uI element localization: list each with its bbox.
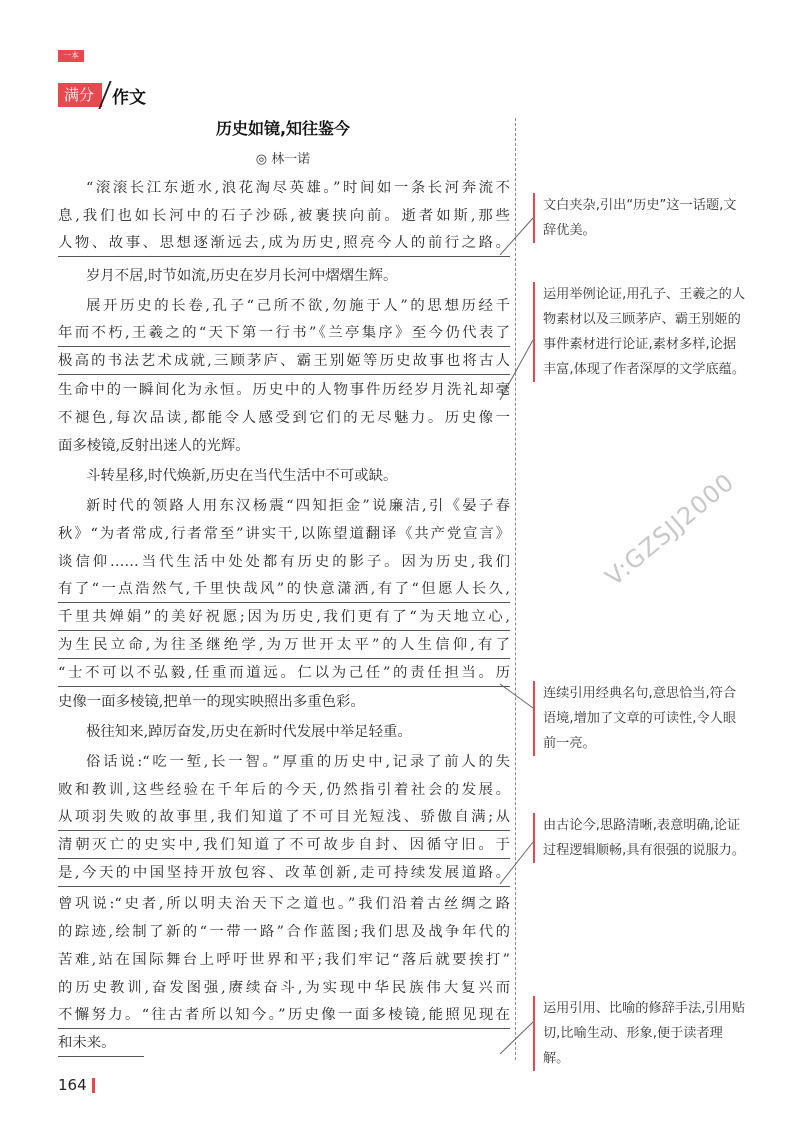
essay-line: 苦难,站在国际舞台上呼吁世界和平;我们牢记“落后就要挨打”: [58, 952, 510, 968]
essay-line: 清朝灭亡的史实中,我们知道了不可故步自封、因循守旧。于: [58, 834, 510, 859]
essay-line: 极往知来,踔厉奋发,历史在新时代发展中举足轻重。: [86, 724, 412, 740]
margin-note: 由古论今,思路清晰,表意明确,论证过程逻辑顺畅,具有很强的说服力。: [533, 813, 748, 863]
essay-line: 斗转星移,时代焕新,历史在当代生活中不可或缺。: [86, 468, 398, 484]
essay-line: 息,我们也如长河中的石子沙砾,被裹挟向前。逝者如斯,那些: [58, 208, 510, 224]
margin-note: 文白夹杂,引出“历史”这一话题,文辞优美。: [533, 193, 748, 243]
essay-line: 展开历史的长卷,孔子“己所不欲,勿施于人”的思想历经千: [86, 298, 510, 314]
essay-line: 千里共婵娟”的美好祝愿;因为历史,我们更有了“为天地立心,: [58, 606, 510, 631]
essay-line: 年而不朽,王羲之的“天下第一行书”《兰亭集序》至今仍代表了: [58, 322, 510, 347]
essay-line: 的踪迹,绘制了新的“一带一路”合作蓝图;我们思及战争年代的: [58, 924, 510, 940]
essay-line: 秋》“为者常成,行者常至”讲实干,以陈望道翻译《共产党宣言》: [58, 526, 510, 542]
essay-line: 是,今天的中国坚持开放包容、改革创新,走可持续发展道路。: [58, 862, 510, 887]
margin-note: 运用引用、比喻的修辞手法,引用贴切,比喻生动、形象,便于读者理解。: [533, 996, 748, 1071]
essay-author: ◎ 林一诺: [255, 152, 311, 167]
connector-line: [500, 684, 533, 708]
watermark: V:GZSJJ2000: [600, 467, 740, 592]
essay-title: 历史如镜,知往鉴今: [215, 119, 351, 138]
essay-line: 新时代的领路人用东汉杨震“四知拒金”说廉洁,引《晏子春: [86, 498, 510, 514]
page-number: 164: [58, 1076, 87, 1094]
essay-line: 的历史教训,奋发图强,赓续奋斗,为实现中华民族伟大复兴而: [58, 980, 510, 996]
essay-line: 岁月不居,时节如流,历史在岁月长河中熠熠生辉。: [86, 268, 398, 284]
chapter-tab: 一本: [58, 50, 84, 62]
essay-line: 从项羽失败的故事里,我们知道了不可目光短浅、骄傲自满;从: [58, 806, 510, 831]
essay-line: 曾巩说:“史者,所以明夫治天下之道也。”我们沿着古丝绸之路: [58, 896, 510, 912]
essay-line: 人物、故事、思想逐渐远去,成为历史,照亮今人的前行之路。: [58, 232, 510, 257]
essay-line: 和未来。: [58, 1032, 144, 1057]
connector-line: [500, 1022, 533, 1054]
margin-note: 连续引用经典名句,意思恰当,符合语境,增加了文章的可读性,令人眼前一亮。: [533, 681, 748, 756]
essay-line: 面多棱镜,反射出迷人的光辉。: [58, 438, 250, 454]
margin-note: 运用举例论证,用孔子、王羲之的人物素材以及三顾茅庐、霸王别姬的事件素材进行论证,素材多样,论据丰富,体现了作者深厚的文学底蕴。: [533, 282, 748, 382]
essay-line: 不懈努力。“往古者所以知今。”历史像一面多棱镜,能照见现在: [58, 1004, 510, 1029]
essay-line: “滚滚长江东逝水,浪花淘尽英雄。”时间如一条长河奔流不: [86, 180, 510, 196]
essay-line: 史像一面多棱镜,把单一的现实映照出多重色彩。: [58, 694, 365, 710]
essay-line: 有了“一点浩然气,千里快哉风”的快意潇洒,有了“但愿人长久,: [58, 578, 510, 603]
page-number-marker: [92, 1078, 95, 1093]
essay-line: 为生民立命,为往圣继绝学,为万世开太平”的人生信仰,有了: [58, 634, 510, 659]
essay-line: 谈信仰……当代生活中处处都有历史的影子。因为历史,我们: [58, 554, 510, 570]
connector-line: [500, 340, 533, 400]
section-title: 作文: [112, 87, 147, 108]
connector-line: [500, 842, 533, 884]
essay-line: 俗话说:“吃一堑,长一智。”厚重的历史中,记录了前人的失: [86, 754, 510, 770]
essay-line: 败和教训,这些经验在千年后的今天,仍然指引着社会的发展。: [58, 782, 510, 798]
essay-line: 不褪色,每次品读,都能令人感受到它们的无尽魅力。历史像一: [58, 410, 510, 426]
section-badge: 满分: [58, 83, 102, 107]
essay-line: 生命中的一瞬间化为永恒。历史中的人物事件历经岁月洗礼却毫: [58, 382, 510, 398]
essay-line: “士不可以不弘毅,任重而道远。仁以为己任”的责任担当。历: [58, 662, 510, 687]
connector-line: [500, 218, 533, 255]
essay-line: 极高的书法艺术成就,三顾茅庐、霸王别姬等历史故事也将古人: [58, 350, 510, 375]
